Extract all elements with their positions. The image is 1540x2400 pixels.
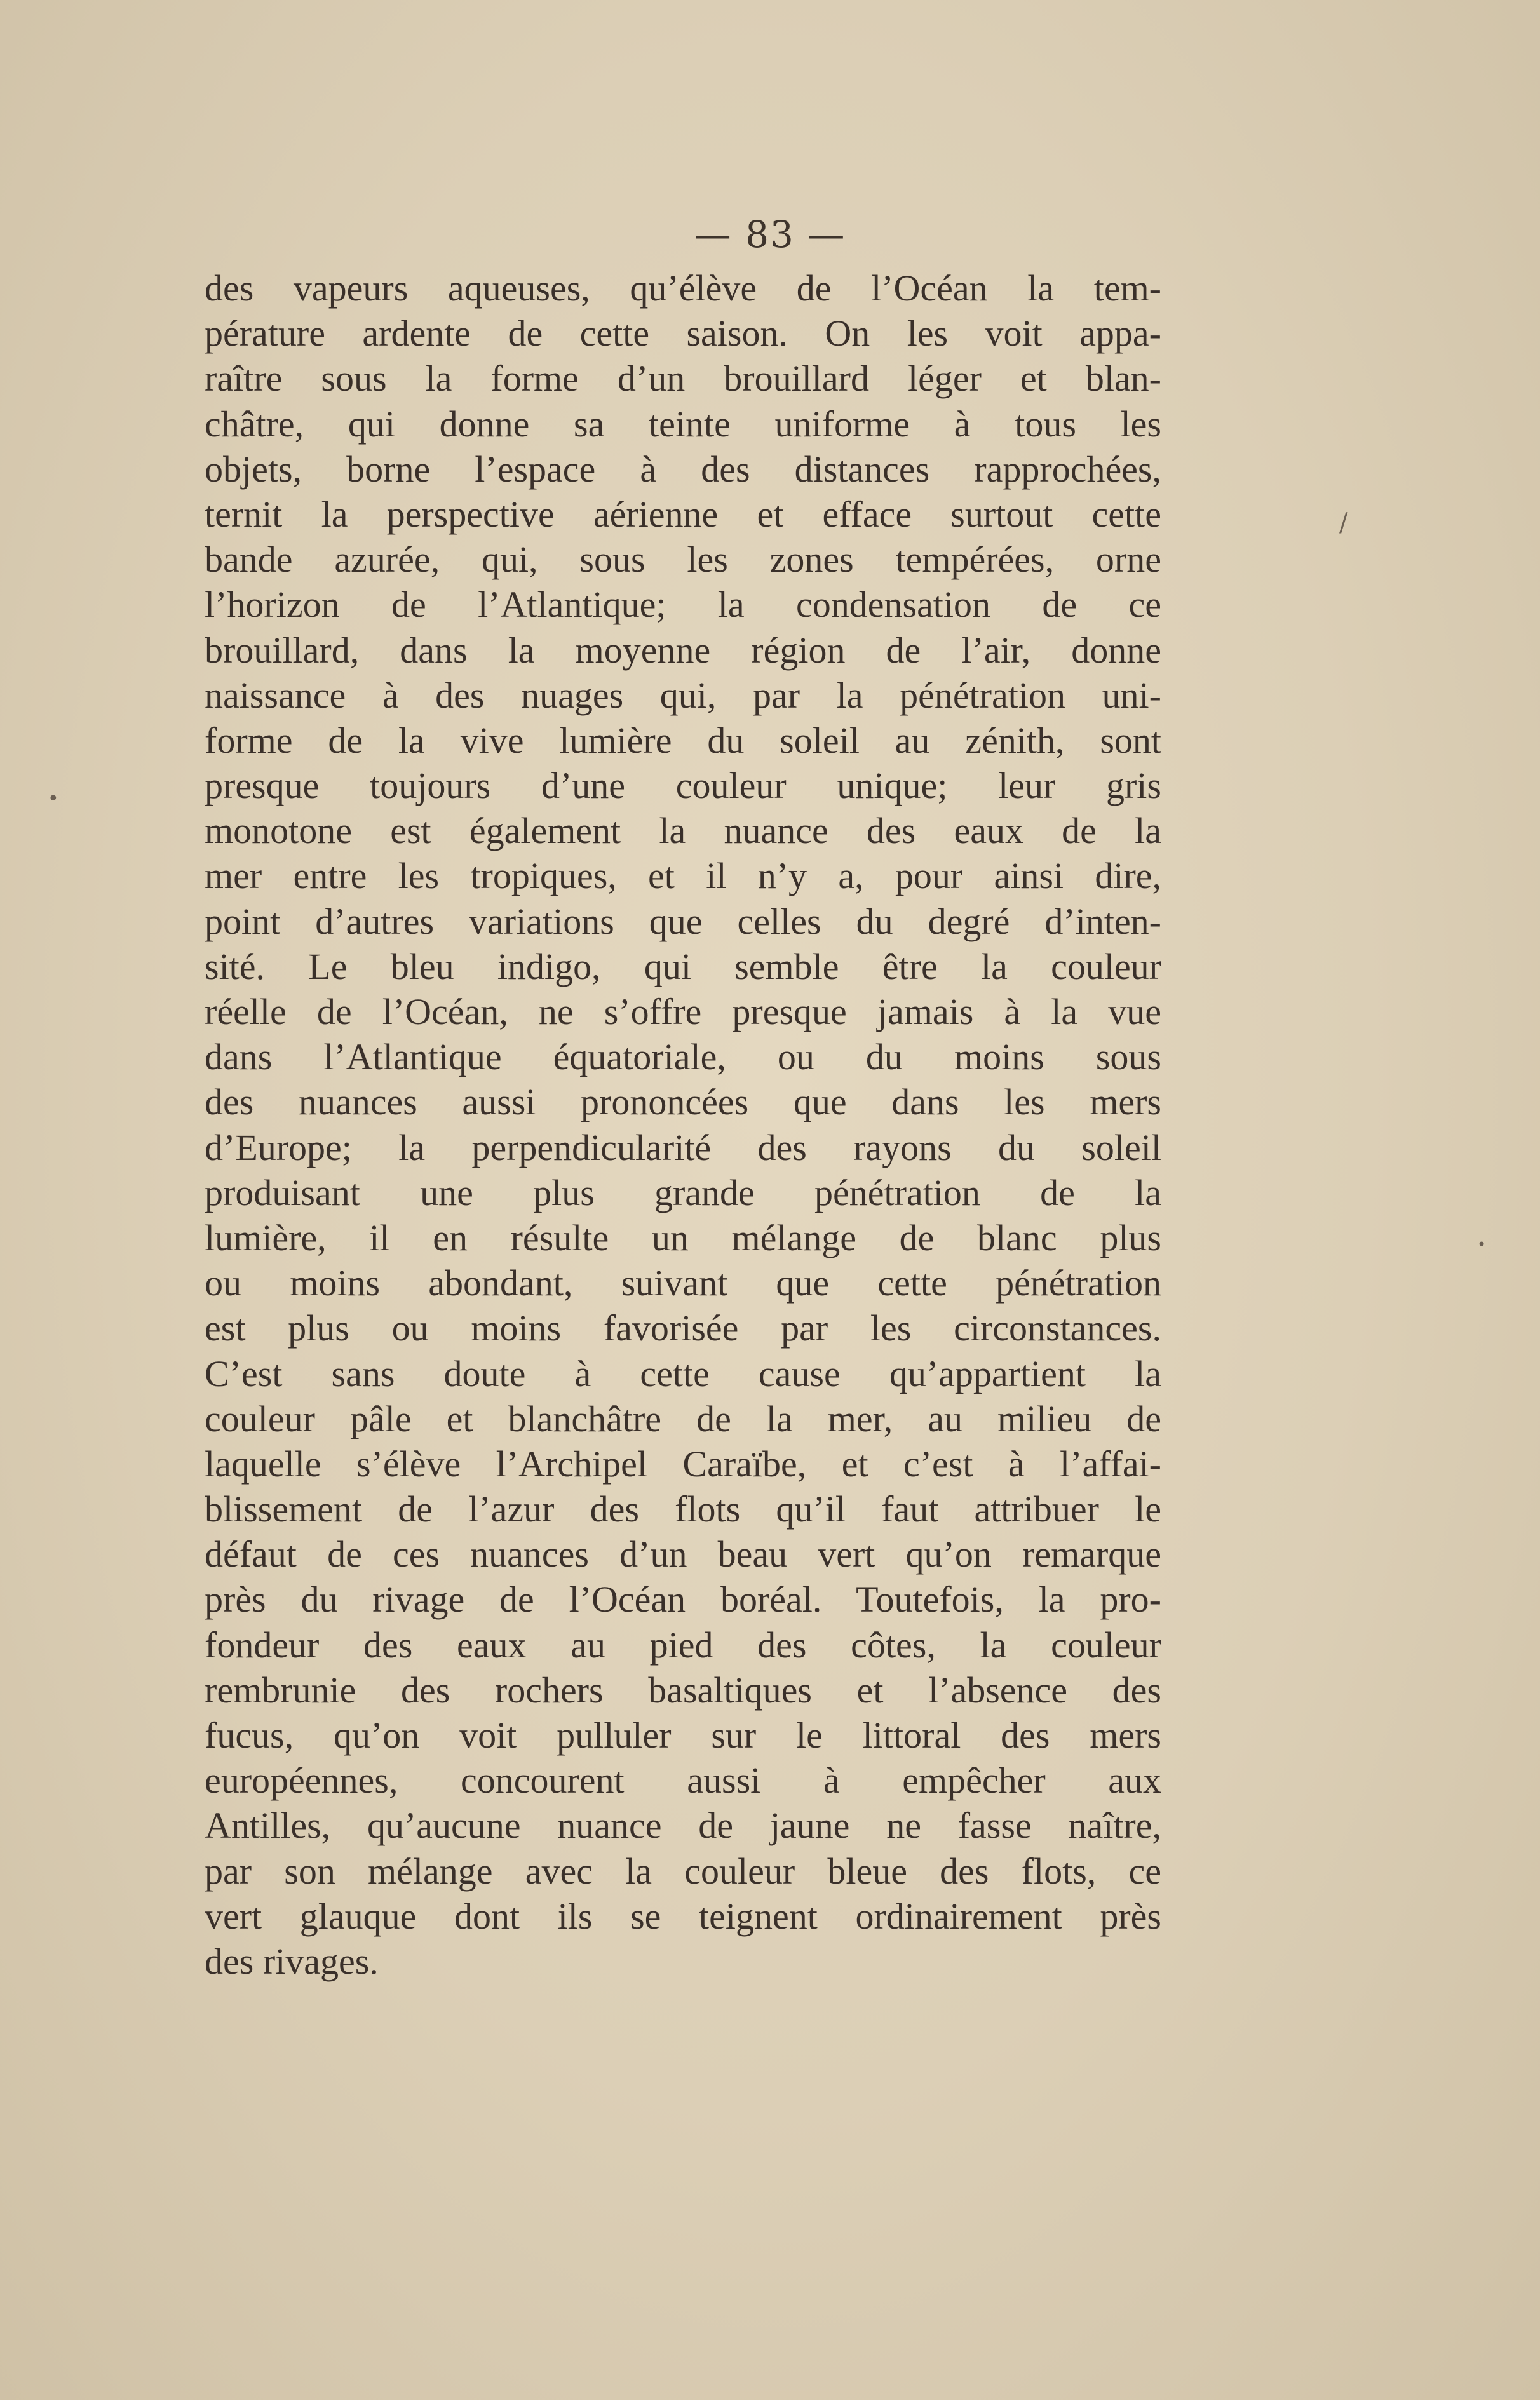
paper-speck-mark: • [1477, 1236, 1487, 1253]
text-line: brouillard, dans la moyenne région de l’air, donne [205, 629, 1161, 671]
text-line: presque toujours d’une couleur unique; leur gris [205, 765, 1161, 807]
text-line: Antilles, qu’aucune nuance de jaune ne fasse naître, [205, 1805, 1161, 1847]
text-line: objets, borne l’espace à des distances rapprochées, [205, 448, 1161, 490]
paper-speck-mark: • [48, 788, 59, 810]
text-line: fondeur des eaux au pied des côtes, la couleur [205, 1624, 1161, 1666]
text-line: bande azurée, qui, sous les zones tempérées, orne [205, 539, 1161, 581]
text-line: blissement de l’azur des flots qu’il faut attribuer le [205, 1488, 1161, 1530]
text-line: des rivages. [205, 1940, 379, 1982]
text-line: forme de la vive lumière du soleil au zénith, sont [205, 719, 1161, 761]
text-line: sité. Le bleu indigo, qui semble être la couleur [205, 945, 1161, 987]
text-line: des vapeurs aqueuses, qu’élève de l’Océan la tem- [205, 267, 1161, 309]
text-line: par son mélange avec la couleur bleue des flots, ce [205, 1850, 1161, 1892]
page-number: — 83 — [694, 213, 846, 256]
body-text [205, 266, 1161, 1984]
text-line: près du rivage de l’Océan boréal. Toutefois, la pro- [205, 1579, 1161, 1621]
text-line: l’horizon de l’Atlantique; la condensation de ce [205, 584, 1161, 626]
text-line: ternit la perspective aérienne et efface surtout cette [205, 493, 1161, 535]
text-line: est plus ou moins favorisée par les circonstances. [205, 1307, 1161, 1349]
text-line: réelle de l’Océan, ne s’offre presque jamais à la vue [205, 991, 1161, 1032]
paper-speck-mark: / [1339, 508, 1348, 537]
text-line: vert glauque dont ils se teignent ordinairement près [205, 1895, 1161, 1937]
text-line: défaut de ces nuances d’un beau vert qu’on remarque [205, 1534, 1161, 1575]
text-line: rembrunie des rochers basaltiques et l’absence des [205, 1669, 1161, 1711]
text-line: monotone est également la nuance des eaux de la [205, 810, 1161, 852]
text-line: laquelle s’élève l’Archipel Caraïbe, et c’est à l’affai- [205, 1443, 1161, 1485]
text-line: châtre, qui donne sa teinte uniforme à tous les [205, 403, 1161, 445]
text-line: mer entre les tropiques, et il n’y a, pour ainsi dire, [205, 855, 1161, 897]
text-line: couleur pâle et blanchâtre de la mer, au milieu de [205, 1398, 1161, 1439]
text-line: point d’autres variations que celles du degré d’inten- [205, 900, 1161, 942]
text-line: dans l’Atlantique équatoriale, ou du moins sous [205, 1036, 1161, 1078]
text-line: européennes, concourent aussi à empêcher aux [205, 1760, 1161, 1802]
text-line: naissance à des nuages qui, par la pénétration uni- [205, 674, 1161, 716]
text-line: d’Europe; la perpendicularité des rayons du soleil [205, 1126, 1161, 1168]
text-line: ou moins abondant, suivant que cette pénétration [205, 1262, 1161, 1304]
text-line: des nuances aussi prononcées que dans les mers [205, 1081, 1161, 1123]
text-line: produisant une plus grande pénétration de la [205, 1171, 1161, 1213]
text-line: fucus, qu’on voit pulluler sur le littoral des mers [205, 1715, 1161, 1756]
text-line: lumière, il en résulte un mélange de blanc plus [205, 1217, 1161, 1258]
text-line: pérature ardente de cette saison. On les voit appa- [205, 313, 1161, 354]
text-line: C’est sans doute à cette cause qu’appartient la [205, 1352, 1161, 1394]
text-line: raître sous la forme d’un brouillard léger et blan- [205, 358, 1161, 400]
